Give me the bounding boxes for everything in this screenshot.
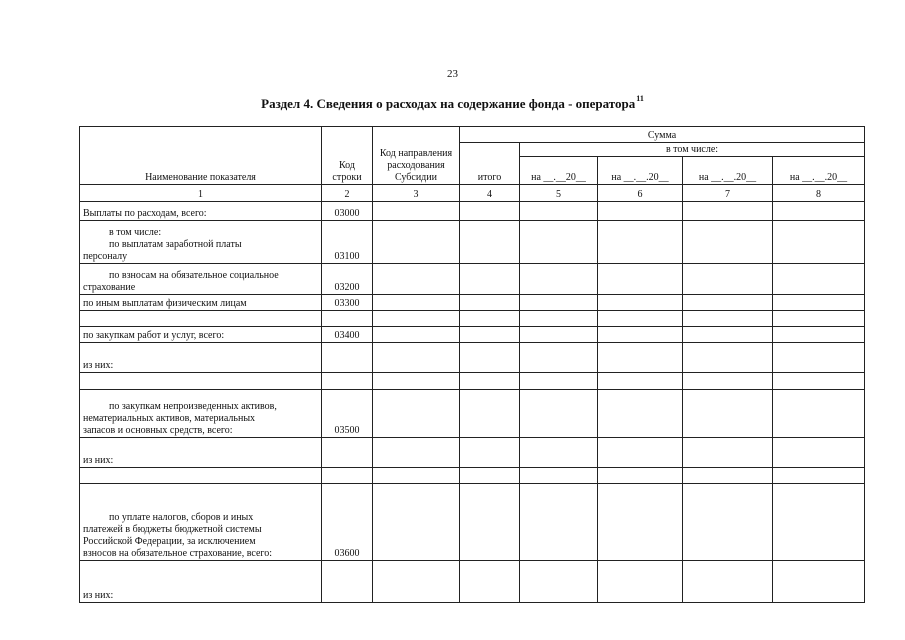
- row-label: по уплате налогов, сборов и иных платежей в бюджеты бюджетной системы Российской Федерации, за исключением взносов на обязательное страхование, всего:: [80, 484, 322, 561]
- header-total: итого: [460, 143, 520, 185]
- col-number: 5: [520, 185, 598, 202]
- table-row: [80, 438, 865, 468]
- empty-row: [80, 468, 865, 484]
- row-label: по взносам на обязательное социальное страхование: [80, 264, 322, 295]
- table-row: [80, 327, 865, 343]
- row-code: 03000: [322, 202, 373, 221]
- table-row: [80, 295, 865, 311]
- empty-row: [80, 373, 865, 390]
- col-number: 7: [683, 185, 773, 202]
- table-row: [80, 202, 865, 221]
- page-title: [0, 94, 905, 112]
- header-date-2: на __.__.20__: [598, 157, 683, 185]
- row-label: в том числе: по выплатам заработной платы персоналу: [80, 221, 322, 264]
- header-row-code: Код строки: [322, 127, 373, 185]
- col-number: 1: [80, 185, 322, 202]
- row-label: из них:: [80, 343, 322, 373]
- row-label: по иным выплатам физическим лицам: [80, 295, 322, 311]
- row-label: Выплаты по расходам, всего:: [80, 202, 322, 221]
- row-code: 03600: [322, 484, 373, 561]
- title-footnote: 11: [636, 94, 644, 103]
- row-code: 03500: [322, 390, 373, 438]
- row-label: по закупкам непроизведенных активов, нематериальных активов, материальных запасов и основных средств, всего:: [80, 390, 322, 438]
- table-row: [80, 221, 865, 264]
- table-row: [80, 343, 865, 373]
- row-label: по закупкам работ и услуг, всего:: [80, 327, 322, 343]
- column-numbers-row: [80, 185, 865, 202]
- col-number: 8: [773, 185, 865, 202]
- row-code: 03300: [322, 295, 373, 311]
- header-sum: Сумма: [460, 127, 865, 143]
- row-label: из них:: [80, 561, 322, 603]
- table-row: [80, 561, 865, 603]
- header-row-1: [80, 127, 865, 143]
- header-indicator: Наименование показателя: [80, 127, 322, 185]
- row-label: из них:: [80, 438, 322, 468]
- header-date-4: на __.__.20__: [773, 157, 865, 185]
- col-number: 6: [598, 185, 683, 202]
- col-number: 4: [460, 185, 520, 202]
- header-date-3: на __.__.20__: [683, 157, 773, 185]
- table-row: [80, 484, 865, 561]
- row-code: 03200: [322, 264, 373, 295]
- table-row: [80, 264, 865, 295]
- expenses-table: [79, 126, 865, 603]
- header-direction-code: Код направления расходования Субсидии: [373, 127, 460, 185]
- row-code: 03400: [322, 327, 373, 343]
- title-text: Раздел 4. Сведения о расходах на содержание фонда - оператора: [261, 96, 636, 111]
- header-date-1: на __.__20__: [520, 157, 598, 185]
- row-code: 03100: [322, 221, 373, 264]
- header-including: в том числе:: [520, 143, 865, 157]
- page-number: 23: [447, 68, 458, 80]
- col-number: 3: [373, 185, 460, 202]
- col-number: 2: [322, 185, 373, 202]
- table-row: [80, 390, 865, 438]
- empty-row: [80, 311, 865, 327]
